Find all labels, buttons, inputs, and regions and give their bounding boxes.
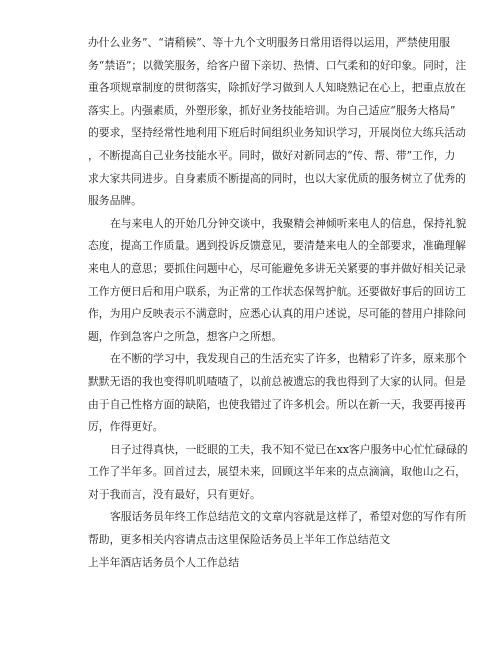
paragraph-reflection xyxy=(88,439,468,507)
text-line: 落实上。内强素质，外塑形象，抓好业务技能培训。为自己适应“服务大格局” xyxy=(88,103,456,117)
text-line: 在不断的学习中，我发现自己的生活充实了许多，也精彩了许多，原来那个 xyxy=(110,352,467,366)
paragraph-caller-communication xyxy=(88,213,467,349)
text-line: ，不断提高自己业务技能水平。同时，做好对新同志的“传、帮、带”工作，力 xyxy=(88,148,456,162)
text-line: 务“禁语”；以微笑服务，给客户留下亲切、热情、口气柔和的好印象。同时，注 xyxy=(88,58,467,72)
text-line: 帮助，更多相关内容请点击这里保险话务员上半年工作总结范文 xyxy=(88,533,391,547)
text-line: 态度，提高工作质量。遇到投诉反馈意见，要清楚来电人的全部要求，准确理解 xyxy=(88,239,466,253)
text-line: 在与来电人的开始几分钟交谈中，我聚精会神倾听来电人的信息，保持礼貌 xyxy=(110,216,467,230)
related-article-title: 上半年酒店话务员个人工作总结 xyxy=(88,555,240,569)
text-line: 的要求，坚持经常性地利用下班后时间组织业务知识学习，开展岗位大练兵活动 xyxy=(88,126,466,140)
document-page xyxy=(88,32,468,574)
paragraph-closing xyxy=(88,506,467,551)
text-line: 办什么业务”、“请稍候”、等十九个文明服务日常用语得以运用，严禁使用服 xyxy=(88,36,451,49)
text-line: 来电人的意思；要抓住问题中心，尽可能避免多讲无关紧要的事并做好相关记录 xyxy=(88,261,466,275)
text-line: 由于自己性格方面的缺陷，也使我错过了许多机会。所以在新一天，我要再接再 xyxy=(88,397,466,411)
paragraph-learning xyxy=(88,348,467,438)
text-line: 日子过得真快，一眨眼的工夫，我不知不觉已在xx客户服务中心忙忙碌碌的 xyxy=(110,442,468,456)
text-line: 客服话务员年终工作总结范文的文章内容就是这样了，希望对您的写作有所 xyxy=(110,510,467,524)
text-line: 服务品牌。 xyxy=(88,194,142,208)
text-line: 求大家共同进步。自身素质不断提高的同时，也以大家优质的服务树立了优秀的 xyxy=(88,171,466,185)
text-line: 工作了半年多。回首过去，展望未来，回顾这半年来的点点滴滴，取他山之石， xyxy=(88,465,466,479)
text-line: 作，为用户反映表示不满意时，应悉心认真的用户述说，尽可能的替用户排除问 xyxy=(88,307,466,321)
text-line: 厉，作得更好。 xyxy=(88,420,164,434)
text-line: 题，作到急客户之所急，想客户之所想。 xyxy=(88,329,283,343)
text-line: 工作方便日后和用户联系，为正常的工作状态保驾护航。还要做好事后的回访工 xyxy=(88,284,466,298)
text-line: 对于我而言，没有最好，只有更好。 xyxy=(88,487,261,501)
text-line: 默默无语的我也变得叽叽喳喳了，以前总被遗忘的我也得到了大家的认同。但是 xyxy=(88,374,466,388)
text-line: 重各项规章制度的贯彻落实，除抓好学习做到人人知晓熟记在心上，把重点放在 xyxy=(88,81,466,95)
paragraph-service-standards xyxy=(88,32,467,213)
